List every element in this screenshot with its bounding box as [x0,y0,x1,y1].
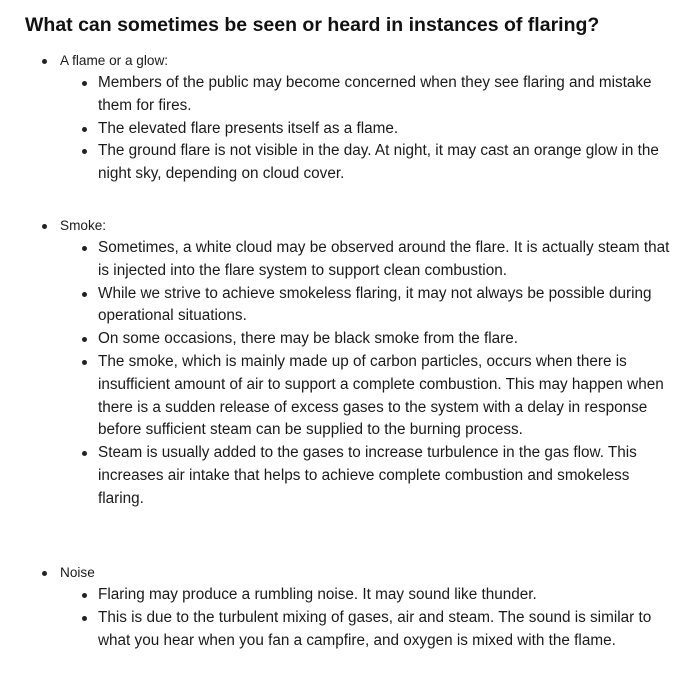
bullet-icon [82,337,87,342]
list-item [80,118,670,141]
list-item [80,328,670,351]
list-item-text: The smoke, which is mainly made up of carbon particles, occurs when there is insufficient amount of air to support a complete combustion. This may happen when there is a sudden release of excess gases to the system with a delay in response before sufficient steam can be supplied to the burning process. [98,352,664,439]
list-item [80,140,670,186]
list-item [80,584,670,607]
list-item [80,442,670,510]
list-item [80,351,670,442]
section-label: Smoke: [60,218,107,233]
bullet-icon [82,81,87,86]
list-item-text: While we strive to achieve smokeless flaring, it may not always be possible during operational situations. [98,284,652,325]
bullet-icon [82,593,87,598]
list-item-text: This is due to the turbulent mixing of gases, air and steam. The sound is similar to what you hear when you fan a campfire, and oxygen is mixed with the flame. [98,608,652,649]
list-item [80,237,670,283]
bullet-icon [82,360,87,365]
list-item-text: On some occasions, there may be black smoke from the flare. [98,330,518,348]
section-items [80,237,670,511]
list-item-text: Members of the public may become concerned when they see flaring and mistake them for fires. [98,74,652,114]
bullet-icon [82,127,87,132]
list-item-text: Flaring may produce a rumbling noise. It may sound like thunder. [98,586,537,603]
bullet-icon [42,224,47,229]
list-item [80,283,670,329]
list-item-text: Sometimes, a white cloud may be observed around the flare. It is actually steam that is injected into the flare system to support clean combustion. [98,239,670,279]
list-item-text: Steam is usually added to the gases to increase turbulence in the gas flow. This increases air intake that helps to achieve complete combustion and smokeless flaring. [98,444,637,507]
section-label: A flame or a glow: [60,53,169,68]
section-label: Noise [60,565,95,580]
section-items [80,584,670,652]
list-item [80,72,670,118]
bullet-icon [42,571,47,576]
bullet-icon [82,149,87,154]
list-item-text: The ground flare is not visible in the day. At night, it may cast an orange glow in the night sky, depending on cloud cover. [98,142,659,183]
bullet-icon [82,616,87,621]
bullet-icon [82,451,87,456]
bullet-icon [42,59,47,64]
list-item-text: The elevated flare presents itself as a flame. [98,119,399,137]
list-item [80,607,670,653]
section-items [80,72,670,186]
bullet-icon [82,246,87,251]
bullet-icon [82,292,87,297]
page-title: What can sometimes be seen or heard in instances of flaring? [25,14,600,36]
